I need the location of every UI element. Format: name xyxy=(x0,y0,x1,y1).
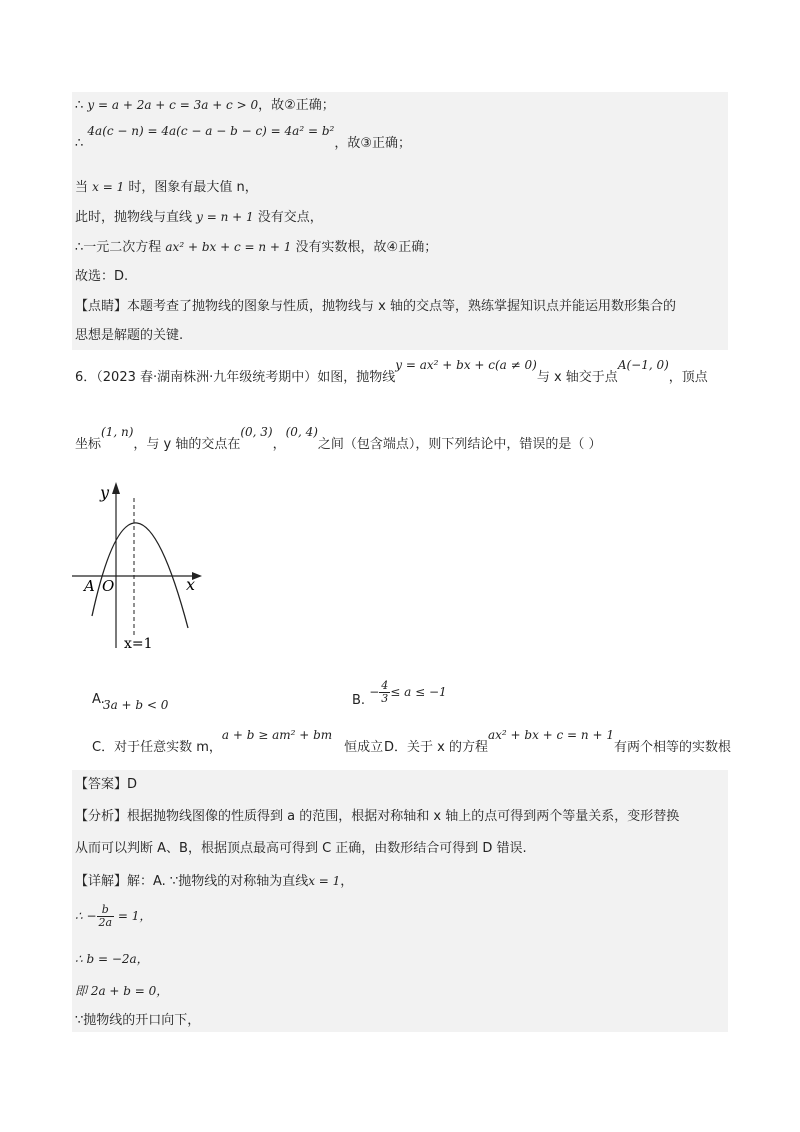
detail-line-4: 即 2a + b = 0， xyxy=(75,984,169,998)
solution-line-4: 此时，抛物线与直线 y = n + 1 没有交点， xyxy=(75,210,323,225)
math-expression: ax² + bx + c = n + 1 xyxy=(165,240,292,254)
analysis-line-2: 从而可以判断 A、B，根据顶点最高可得到 C 正确，由数形结合可得到 D 错误. xyxy=(75,841,527,856)
detail-line-5: ∵抛物线的开口向下， xyxy=(75,1013,201,1028)
solution-line-2: ∴ 4a(c − n) = 4a(c − a − b − c) = 4a² = b²，故③正确； xyxy=(75,124,411,151)
fraction: $\frac{b}{2a}$ xyxy=(98,903,113,929)
math-expression: 4a(c − n) = 4a(c − a − b − c) = 4a² = b² xyxy=(87,124,335,138)
math-expression: A(−1, 0) xyxy=(617,358,669,372)
point-a-label: A xyxy=(84,577,95,595)
detail-line-1: 【详解】解：A. ∵抛物线的对称轴为直线x = 1， xyxy=(75,874,354,889)
math-expression: y = ax² + bx + c(a ≠ 0) xyxy=(395,358,537,372)
analysis-line-1: 【分析】根据抛物线图像的性质得到 a 的范围，根据对称轴和 x 轴上的点可得到两个等量关系，变形替换 xyxy=(75,809,680,824)
parabola-figure xyxy=(70,478,210,653)
solution-line-5: ∴一元二次方程 ax² + bx + c = n + 1 没有实数根，故④正确； xyxy=(75,240,438,255)
math-expression: a + b ≥ am² + bm xyxy=(221,728,333,742)
y-axis-arrow xyxy=(112,482,120,494)
option-d: D．关于 x 的方程ax² + bx + c = n + 1有两个相等的实数根 xyxy=(384,728,731,755)
math-expression: (0, 4) xyxy=(285,425,318,439)
solution-line-6: 故选：D. xyxy=(75,269,129,284)
y-axis-label: y xyxy=(100,483,110,502)
math-expression: (0, 3) xyxy=(240,425,273,439)
solution-line-1: ∴ y = a + 2a + c = 3a + c > 0，故②正确； xyxy=(75,98,335,113)
option-c: C．对于任意实数 m，a + b ≥ am² + bm恒成立 xyxy=(92,728,384,755)
detail-line-2: ∴ − $\frac{b}{2a}$ = 1， xyxy=(75,903,152,929)
math-expression: x = 1 xyxy=(92,180,125,194)
option-a: A. 3a + b < 0 xyxy=(92,692,169,712)
math-expression: 3a + b < 0 xyxy=(102,698,169,712)
symmetry-line-label: x=1 xyxy=(124,636,153,652)
solution-line-8: 思想是解题的关键. xyxy=(75,328,184,343)
option-b: B. − $\frac{4}{3}$ ≤ a ≤ −1 xyxy=(352,679,447,708)
math-expression: (1, n) xyxy=(101,425,134,439)
question-line-2: 坐标(1, n)，与 y 轴的交点在(0, 3)，(0, 4)之间（包含端点），则下列结论中，错误的是（ ） xyxy=(75,425,602,452)
fraction: $\frac{4}{3}$ xyxy=(381,679,389,705)
detail-line-3: ∴ b = −2a， xyxy=(75,952,149,966)
math-expression: ax² + bx + c = n + 1 xyxy=(487,728,614,742)
solution-line-3: 当 x = 1 时，图象有最大值 n， xyxy=(75,180,258,195)
answer-line: 【答案】D xyxy=(75,777,138,792)
x-axis-label: x xyxy=(186,575,196,594)
question-line-1: 6．（2023 春·湖南株洲·九年级统考期中）如图，抛物线y = ax² + bx + c(a ≠ 0)与 x 轴交于点A(−1, 0)，顶点 xyxy=(75,358,708,385)
math-expression: y = a + 2a + c = 3a + c > 0 xyxy=(87,98,259,112)
origin-label: O xyxy=(102,577,115,595)
solution-line-7: 【点睛】本题考查了抛物线的图象与性质，抛物线与 x 轴的交点等，熟练掌握知识点并能运用数形集合的 xyxy=(75,299,676,314)
math-expression: x = 1 xyxy=(308,874,341,888)
math-expression: y = n + 1 xyxy=(196,210,254,224)
